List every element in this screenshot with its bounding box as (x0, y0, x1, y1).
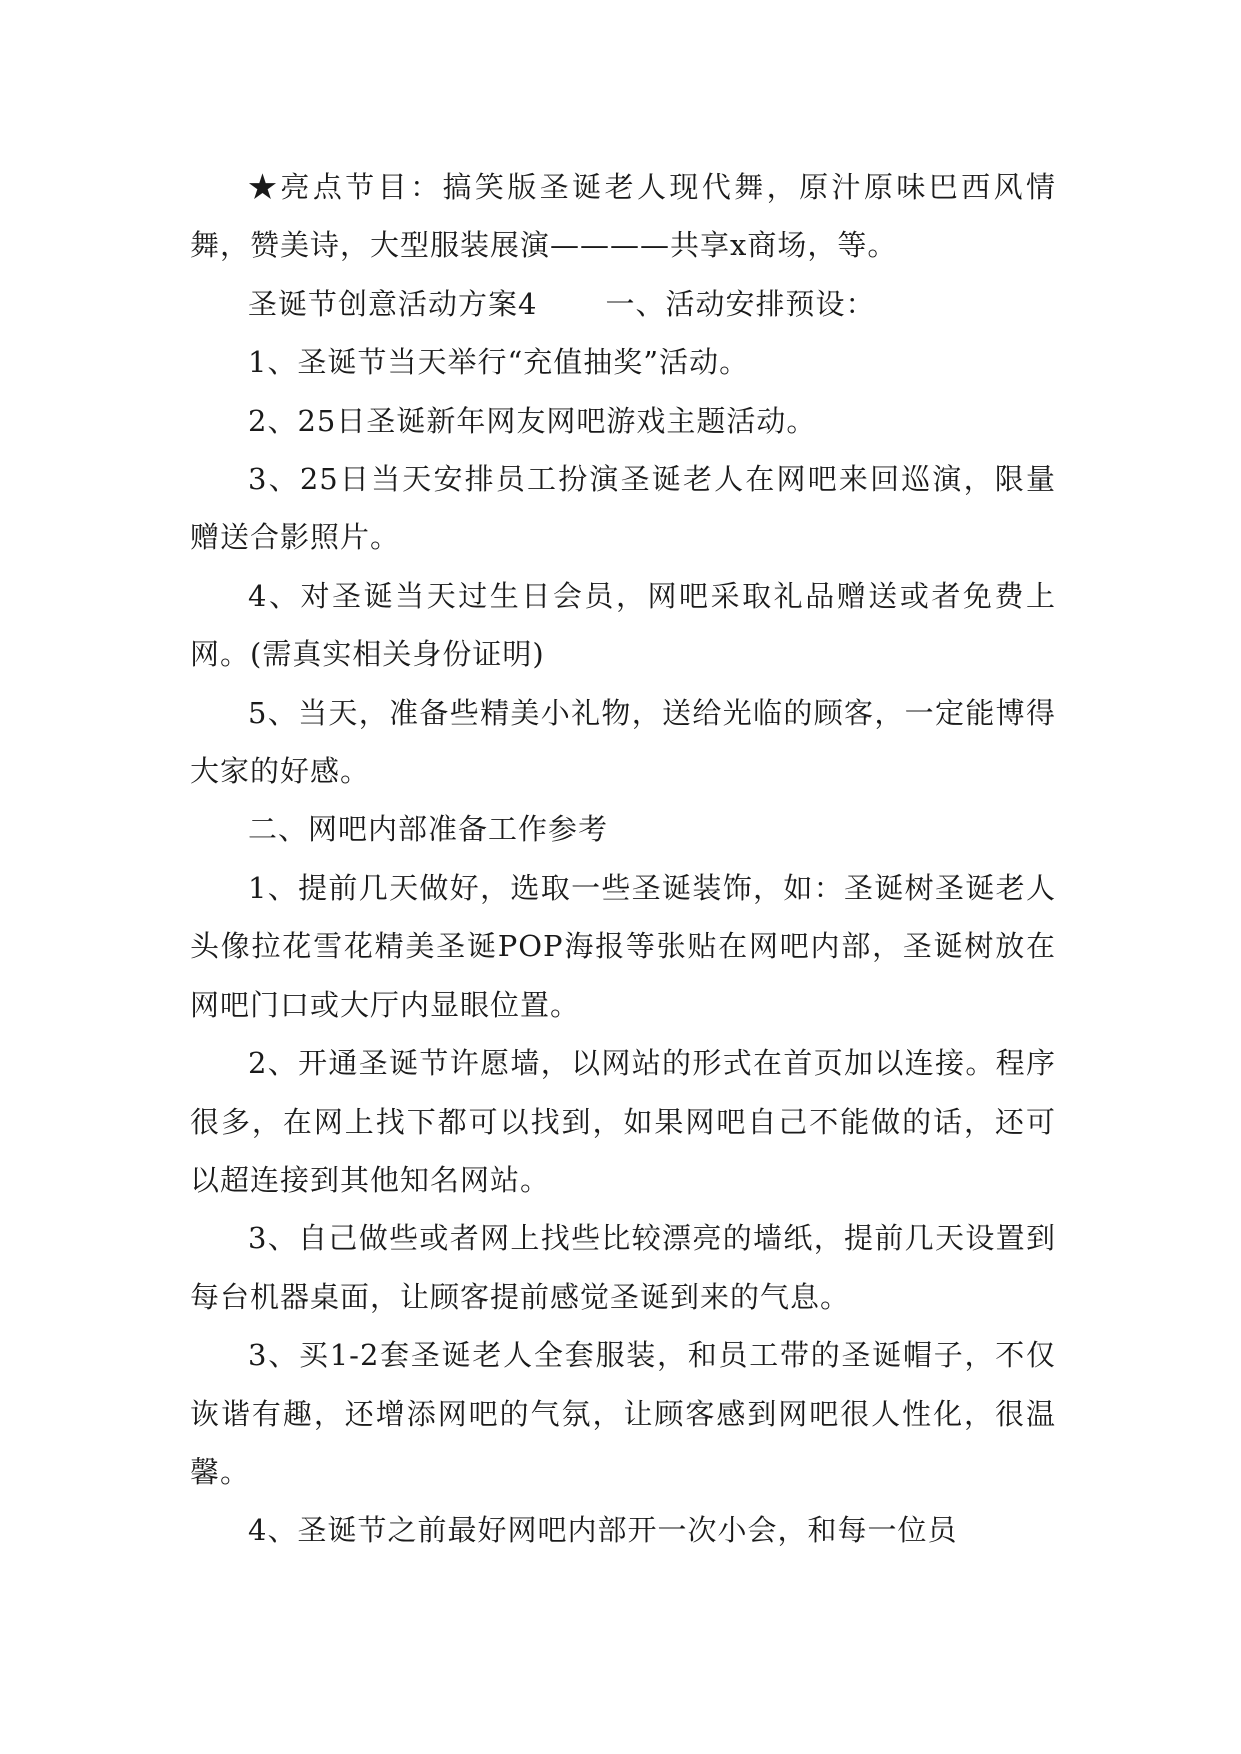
paragraph-item-5: 5、当天，准备些精美小礼物，送给光临的顾客，一定能博得大家的好感。 (190, 695, 1056, 789)
plan-title: 圣诞节创意活动方案4 (248, 286, 538, 321)
paragraph-item-1: 1、圣诞节当天举行“充值抽奖”活动。 (248, 345, 750, 380)
paragraph-item-4: 4、对圣诞当天过生日会员，网吧采取礼品赠送或者免费上网。(需真实相关身份证明) (190, 578, 1056, 672)
paragraph-item-2: 2、25日圣诞新年网友网吧游戏主题活动。 (248, 403, 817, 438)
paragraph-prep-4: 4、圣诞节之前最好网吧内部开一次小会，和每一位员 (248, 1513, 958, 1548)
document-body (190, 158, 1056, 1560)
section-heading-one: 一、活动安排预设： (605, 286, 876, 321)
paragraph-prep-2: 2、开通圣诞节许愿墙，以网站的形式在首页加以连接。程序很多，在网上找下都可以找到，如果网吧自己不能做的话，还可以超连接到其他知名网站。 (190, 1046, 1056, 1197)
paragraph-plan-heading (190, 275, 1056, 333)
section-heading-two: 二、网吧内部准备工作参考 (248, 812, 609, 847)
paragraph-prep-1: 1、提前几天做好，选取一些圣诞装饰，如：圣诞树圣诞老人头像拉花雪花精美圣诞POP海报等张贴在网吧内部，圣诞树放在网吧门口或大厅内显眼位置。 (190, 870, 1056, 1022)
paragraph-item-3: 3、25日当天安排员工扮演圣诞老人在网吧来回巡演，限量赠送合影照片。 (190, 462, 1056, 555)
paragraph-highlight-program: ★亮点节目：搞笑版圣诞老人现代舞，原汁原味巴西风情舞，赞美诗，大型服装展演————共享x商场，等。 (190, 170, 1056, 263)
paragraph-prep-3a: 3、自己做些或者网上找些比较漂亮的墙纸，提前几天设置到每台机器桌面，让顾客提前感觉圣诞到来的气息。 (190, 1221, 1056, 1314)
paragraph-prep-3b: 3、买1-2套圣诞老人全套服装，和员工带的圣诞帽子，不仅诙谐有趣，还增添网吧的气氛，让顾客感到网吧很人性化，很温馨。 (190, 1338, 1056, 1489)
